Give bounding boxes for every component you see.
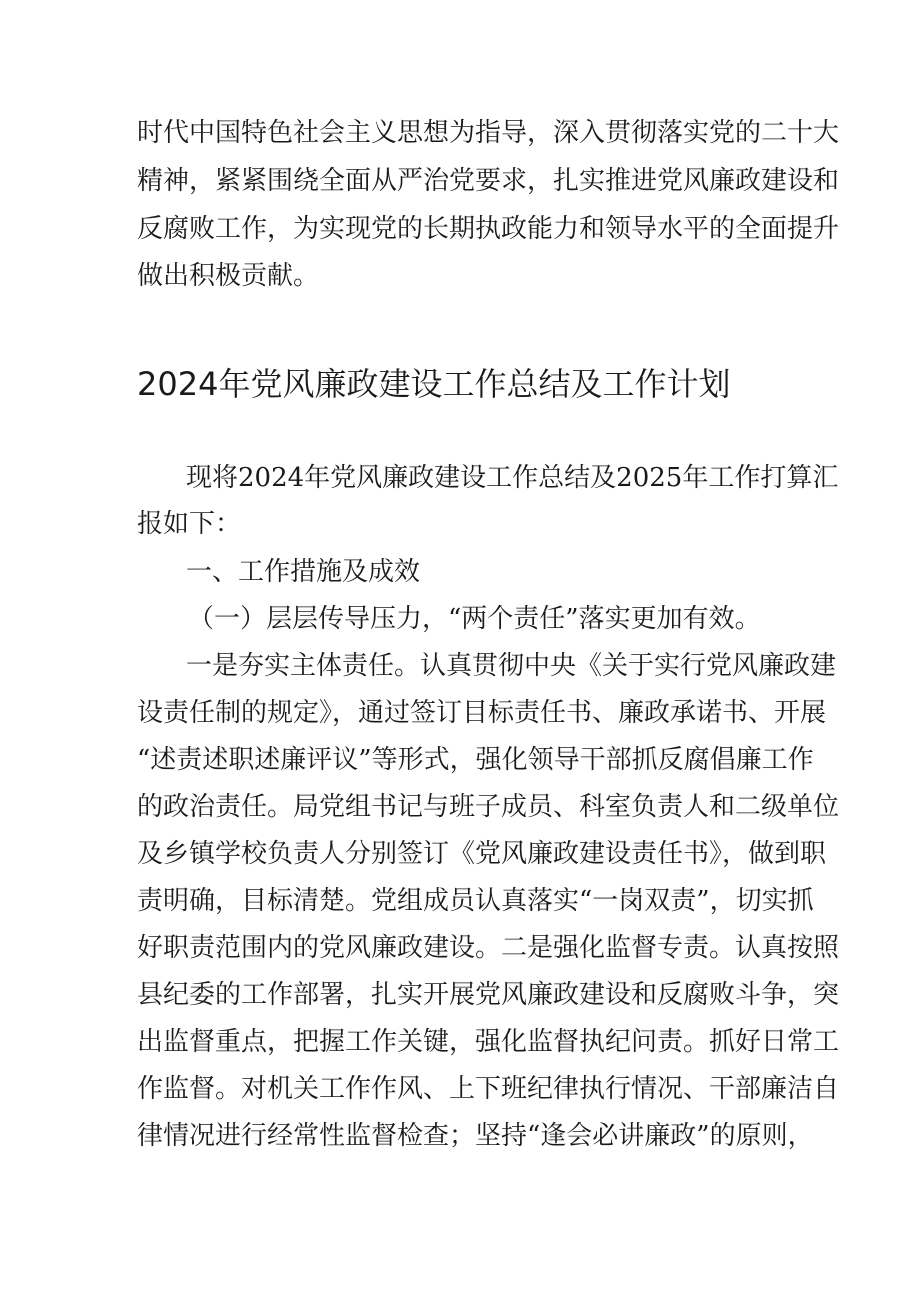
main-line-5: 及乡镇学校负责人分别签订《党风廉政建设责任书》，做到职 xyxy=(137,839,827,869)
main-line-6: 责明确，目标清楚。党组成员认真落实“一岗双责”，切实抓 xyxy=(137,886,814,916)
main-line-3: “述责述职述廉评议”等形式，强化领导干部抓反腐倡廉工作 xyxy=(137,745,814,775)
main-line-7: 好职责范围内的党风廉政建设。二是强化监督专责。认真按照 xyxy=(137,933,840,963)
intro-line-2: 精神，紧紧围绕全面从严治党要求，扎实推进党风廉政建设和 xyxy=(137,166,840,196)
document-title: 2024年党风廉政建设工作总结及工作计划 xyxy=(137,365,731,403)
opening-line-2: 报如下： xyxy=(137,509,242,539)
section-heading: 一、工作措施及成效 xyxy=(186,557,421,587)
main-line-9: 出监督重点，把握工作关键，强化监督执纪问责。抓好日常工 xyxy=(137,1027,840,1057)
intro-line-3: 反腐败工作，为实现党的长期执政能力和领导水平的全面提升 xyxy=(137,214,840,244)
main-line-10: 作监督。对机关工作作风、上下班纪律执行情况、干部廉洁自 xyxy=(137,1074,840,1104)
intro-line-4: 做出积极贡献。 xyxy=(137,261,320,291)
main-line-1: 一是夯实主体责任。认真贯彻中央《关于实行党风廉政建 xyxy=(186,651,837,681)
subsection-heading: （一）层层传导压力，“两个责任”落实更加有效。 xyxy=(188,604,761,634)
main-line-2: 设责任制的规定》，通过签订目标责任书、廉政承诺书、开展 xyxy=(137,698,827,728)
main-line-8: 县纪委的工作部署，扎实开展党风廉政建设和反腐败斗争，突 xyxy=(137,980,840,1010)
main-line-4: 的政治责任。局党组书记与班子成员、科室负责人和二级单位 xyxy=(137,792,840,822)
opening-line-1: 现将2024年党风廉政建设工作总结及2025年工作打算汇 xyxy=(186,463,839,493)
main-line-11: 律情况进行经常性监督检查；坚持“逢会必讲廉政”的原则， xyxy=(137,1121,814,1151)
intro-line-1: 时代中国特色社会主义思想为指导，深入贯彻落实党的二十大 xyxy=(137,118,840,148)
